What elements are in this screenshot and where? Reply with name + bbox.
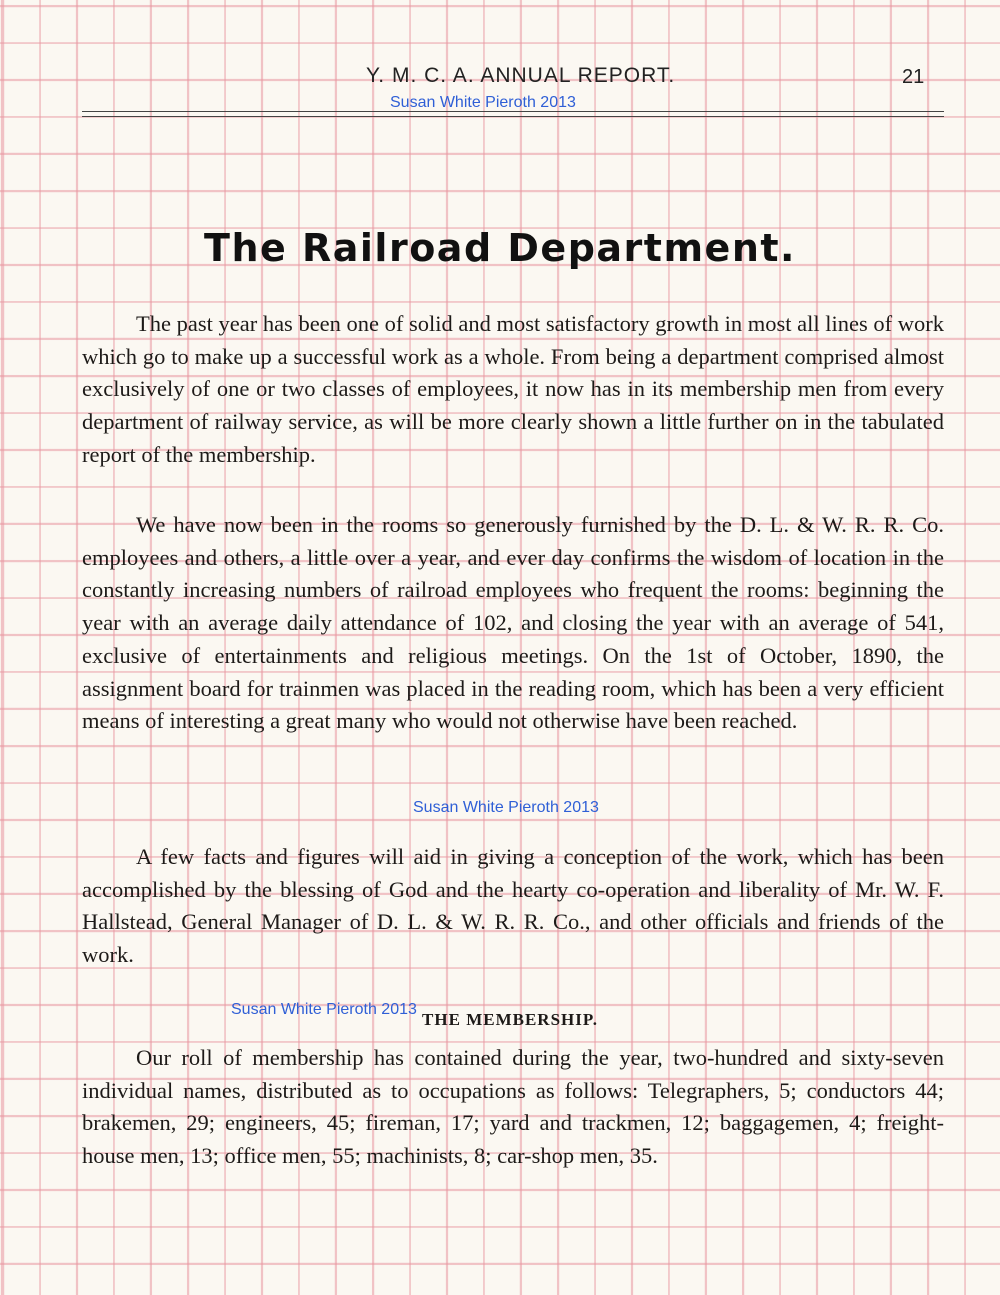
watermark-lower: Susan White Pieroth 2013 — [231, 1001, 417, 1018]
page-header — [0, 64, 1000, 94]
membership-paragraph: Our roll of membership has contained during the year, two-hundred and sixty-seven individual names, distributed as to occupations as follows: Telegraphers, 5; conductors 44; brakemen, 29; engineers, 45; fireman, 17; yard and trackmen, 12; baggagemen, 4; freight-house men, 13; office men, 55; machinists, 8; car-shop men, 35. — [82, 1045, 944, 1169]
paragraph-3: A few facts and figures will aid in giving a conception of the work, which has been accomplished by the blessing of God and the hearty co-operation and liberality of Mr. W. F. Hallstead, General Manager of D. L. & W. R. R. Co., and other officials and friends of the work. — [82, 844, 944, 968]
paragraph-1: The past year has been one of solid and most satisfactory growth in most all lines of work which go to make up a successful work as a whole. From being a department comprised almost exclusively of one or two classes of employees, it now has in its membership men from every department of railway service, as will be more clearly shown a little further on in the tabulated report of the membership. — [82, 311, 944, 467]
watermark-header: Susan White Pieroth 2013 — [390, 94, 576, 111]
paragraph-2: We have now been in the rooms so generously furnished by the D. L. & W. R. R. Co. employees and others, a little over a year, and ever day confirms the wisdom of location in the constantly increasing numbers of railroad employees who frequent the rooms: beginning the year with an average daily attendance of 102, and closing the year with an average of 541, exclusive of entertainments and religious meetings. On the 1st of October, 1890, the assignment board for trainmen was placed in the reading room, which has been a very efficient means of interesting a great many who would not otherwise have been reached. — [82, 512, 944, 734]
section-heading: THE MEMBERSHIP. — [422, 1010, 598, 1029]
page-number: 21 — [902, 66, 925, 88]
header-rule-bottom — [82, 116, 944, 117]
running-title: Y. M. C. A. ANNUAL REPORT. — [366, 64, 676, 87]
page-title: The Railroad Department. — [204, 226, 796, 270]
watermark-middle: Susan White Pieroth 2013 — [413, 799, 599, 816]
